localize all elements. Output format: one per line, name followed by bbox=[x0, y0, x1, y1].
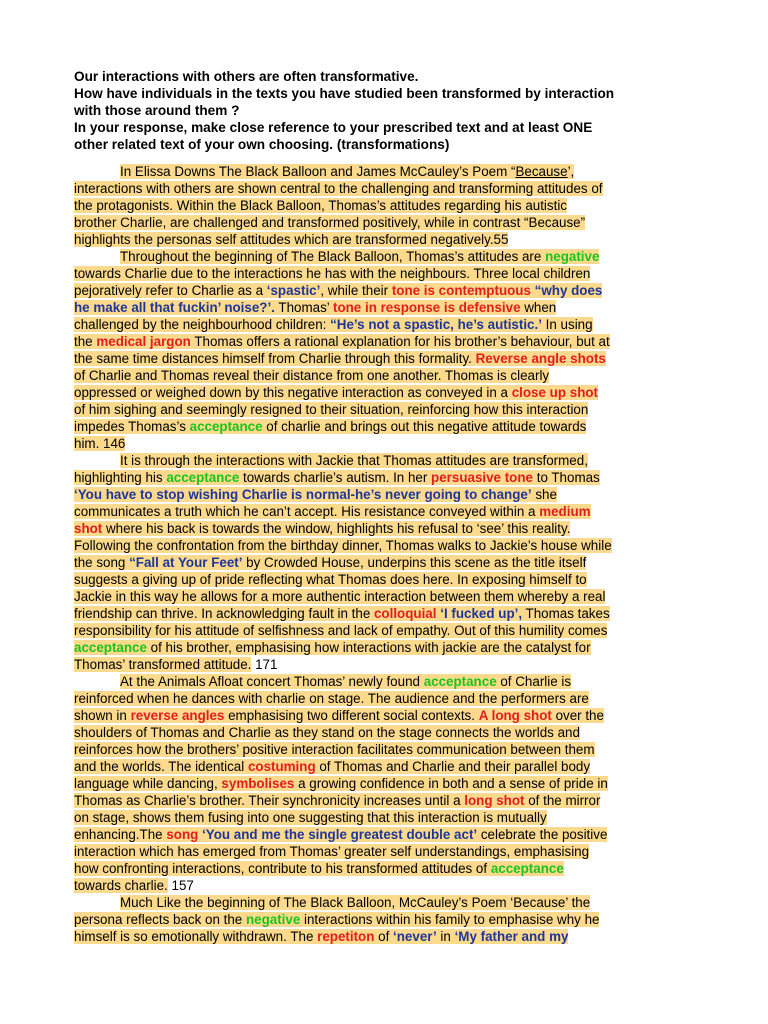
text-run: the song bbox=[74, 555, 130, 570]
text-line bbox=[74, 435, 696, 452]
text-run: emphasising two different social contexts. bbox=[224, 708, 479, 723]
question-line: How have individuals in the texts you have studied been transformed by interaction bbox=[74, 86, 615, 101]
text-run: towards charlie’s autism. In her bbox=[239, 470, 432, 485]
text-run: to Thomas bbox=[533, 470, 600, 485]
text-run: responsibility for his attitude of selfishness and lack of empathy. Out of this humility comes bbox=[74, 623, 608, 638]
text-line bbox=[74, 367, 696, 384]
technique-term: repetiton bbox=[317, 929, 375, 944]
text-run: on stage, shows them fusing into one suggesting that this interaction is mutually bbox=[74, 810, 547, 825]
text-run: the bbox=[74, 334, 97, 349]
text-run: interactions with others are shown central to the challenging and transforming attitudes of bbox=[74, 181, 603, 196]
question-line: Our interactions with others are often transformative. bbox=[74, 69, 419, 84]
key-concept: acceptance bbox=[74, 640, 147, 655]
text-run: , while their bbox=[320, 283, 392, 298]
key-concept: acceptance bbox=[490, 861, 564, 876]
text-line bbox=[74, 452, 696, 469]
text-run: highlighting his bbox=[74, 470, 167, 485]
text-run: by Crowded House, underpins this scene as the title itself bbox=[242, 555, 587, 570]
text-line bbox=[74, 503, 696, 520]
word-count: 171 bbox=[251, 657, 278, 672]
key-concept: acceptance bbox=[166, 470, 240, 485]
technique-term: medical jargon bbox=[96, 334, 191, 349]
question-line: other related text of your own choosing. (transformations) bbox=[74, 137, 450, 152]
technique-term: close up shot bbox=[511, 385, 599, 400]
text-run: celebrate the positive bbox=[477, 827, 608, 842]
text-line bbox=[74, 231, 696, 248]
text-line bbox=[74, 588, 696, 605]
technique-term: colloquial bbox=[373, 606, 437, 621]
technique-term: symbolises bbox=[221, 776, 295, 791]
text-run: friendship can thrive. In acknowledging fault in the bbox=[74, 606, 374, 621]
technique-term: long shot bbox=[464, 793, 525, 808]
text-run: himself is so emotionally withdrawn. The bbox=[74, 929, 318, 944]
text-run: she bbox=[531, 487, 557, 502]
text-line bbox=[74, 826, 696, 843]
text-run: Thomas takes bbox=[522, 606, 610, 621]
key-concept: acceptance bbox=[423, 674, 497, 689]
text-run: language while dancing, bbox=[74, 776, 222, 791]
text-line bbox=[74, 418, 696, 435]
text-run: Much Like the beginning of The Black Balloon, McCauley’s Poem ‘Because’ the bbox=[120, 895, 591, 910]
text-line bbox=[74, 248, 696, 265]
text-run: of Thomas and Charlie and their parallel body bbox=[315, 759, 591, 774]
essay-response bbox=[74, 163, 696, 945]
quote: ‘You have to stop wishing Charlie is normal-he’s never going to change’ bbox=[74, 487, 532, 502]
text-line bbox=[74, 724, 696, 741]
text-run: Thomas offers a rational explanation for his brother’s behaviour, but at bbox=[190, 334, 610, 349]
text-line bbox=[74, 554, 696, 571]
quote: ‘My father and my bbox=[454, 929, 569, 944]
text-run: It is through the interactions with Jackie that Thomas attitudes are transformed, bbox=[120, 453, 588, 468]
text-line bbox=[74, 860, 696, 877]
text-run: when bbox=[520, 300, 557, 315]
technique-term: persuasive tone bbox=[431, 470, 533, 485]
text-run: and the worlds. The identical bbox=[74, 759, 248, 774]
text-line bbox=[74, 792, 696, 809]
essay-question bbox=[74, 68, 696, 153]
text-run: Thomas as Charlie’s brother. Their synchronicity increases until a bbox=[74, 793, 465, 808]
text-line bbox=[74, 469, 696, 486]
text-run: brother Charlie, are challenged and transformed positively, while in contrast “Because” bbox=[74, 215, 586, 230]
text-line bbox=[74, 520, 696, 537]
text-run: enhancing.The bbox=[74, 827, 167, 842]
text-line bbox=[74, 316, 696, 333]
text-run: of Charlie and Thomas reveal their distance from one another. Thomas is clearly bbox=[74, 368, 550, 383]
text-run: suggests a giving up of pride reflecting what Thomas does here. In exposing himself to bbox=[74, 572, 587, 587]
text-run: Following the confrontation from the birthday dinner, Thomas walks to Jackie’s house while bbox=[74, 538, 612, 553]
text-run: interactions within his family to emphasise why he bbox=[300, 912, 600, 927]
quote: ‘You and me the single greatest double act’ bbox=[202, 827, 478, 842]
text-run: of his brother, emphasising how interactions with jackie are the catalyst for bbox=[146, 640, 591, 655]
text-run: towards Charlie due to the interactions he has with the neighbours. Three local children bbox=[74, 266, 591, 281]
quote: “why does bbox=[534, 283, 603, 298]
technique-term: tone in response is defensive bbox=[332, 300, 521, 315]
text-run: of Charlie is bbox=[496, 674, 572, 689]
text-run: interaction which has emerged from Thomas’ greater self understandings, emphasising bbox=[74, 844, 590, 859]
text-run: towards charlie. bbox=[74, 878, 168, 893]
text-line bbox=[74, 197, 696, 214]
text-run: oppressed or weighed down by this negative interaction as conveyed in a bbox=[74, 385, 512, 400]
text-line bbox=[74, 928, 696, 945]
text-line bbox=[74, 214, 696, 231]
text-run: reinforces how the brothers’ positive interaction facilitates communication between them bbox=[74, 742, 595, 757]
text-run: pejoratively refer to Charlie as a bbox=[74, 283, 267, 298]
text-run: In using bbox=[541, 317, 593, 332]
text-line bbox=[74, 384, 696, 401]
text-run: Jackie in this way he allows for a more authentic interaction between them whereby a real bbox=[74, 589, 606, 604]
text-line bbox=[74, 350, 696, 367]
text-run: where his back is towards the window, highlights his refusal to ‘see’ this reality. bbox=[102, 521, 571, 536]
technique-term: song bbox=[166, 827, 199, 842]
technique-term: tone is contemptuous bbox=[391, 283, 531, 298]
text-run: Thomas’ bbox=[274, 300, 333, 315]
text-run: of him sighing and seemingly resigned to their situation, reinforcing how this interaction bbox=[74, 402, 589, 417]
underlined-title: Because bbox=[515, 164, 568, 179]
text-line bbox=[74, 282, 696, 299]
text-run: shown in bbox=[74, 708, 131, 723]
text-run: reinforced when he dances with charlie on stage. The audience and the performers are bbox=[74, 691, 589, 706]
technique-term: reverse angles bbox=[130, 708, 225, 723]
text-line bbox=[74, 265, 696, 282]
text-run: communicates a truth which he can’t accept. His resistance conveyed within a bbox=[74, 504, 540, 519]
word-count: 157 bbox=[167, 878, 194, 893]
quote: ‘spastic’ bbox=[266, 283, 321, 298]
quote: “Fall at Your Feet’ bbox=[129, 555, 243, 570]
technique-term: costuming bbox=[247, 759, 316, 774]
key-concept: negative bbox=[545, 249, 600, 264]
quote: “He’s not a spastic, he’s autistic.’ bbox=[330, 317, 542, 332]
text-run: over the bbox=[551, 708, 604, 723]
technique-term: A long shot bbox=[478, 708, 552, 723]
text-run: Throughout the beginning of The Black Balloon, Thomas’s attitudes are bbox=[120, 249, 546, 264]
text-run: At the Animals Afloat concert Thomas’ newly found bbox=[120, 674, 424, 689]
technique-term: medium bbox=[539, 504, 591, 519]
text-run: him. 146 bbox=[74, 436, 126, 451]
document-body bbox=[74, 68, 696, 945]
text-run: a growing confidence in both and a sense of pride in bbox=[294, 776, 608, 791]
text-line bbox=[74, 571, 696, 588]
technique-term: Reverse angle shots bbox=[475, 351, 606, 366]
text-line bbox=[74, 622, 696, 639]
text-line bbox=[74, 775, 696, 792]
text-line bbox=[74, 758, 696, 775]
text-line bbox=[74, 537, 696, 554]
text-line bbox=[74, 605, 696, 622]
text-run: shoulders of Thomas and Charlie as they stand on the stage connects the worlds and bbox=[74, 725, 580, 740]
text-line bbox=[74, 401, 696, 418]
text-run: persona reflects back on the bbox=[74, 912, 246, 927]
key-concept: negative bbox=[245, 912, 301, 927]
text-line bbox=[74, 809, 696, 826]
text-line bbox=[74, 180, 696, 197]
quote: ‘I fucked up’, bbox=[440, 606, 523, 621]
quote: ‘never’ bbox=[393, 929, 437, 944]
text-run: of the mirror bbox=[524, 793, 601, 808]
technique-term: shot bbox=[74, 521, 103, 536]
text-line bbox=[74, 843, 696, 860]
text-line bbox=[74, 333, 696, 350]
text-line bbox=[74, 877, 696, 894]
text-line bbox=[74, 656, 696, 673]
text-run: challenged by the neighbourhood children: bbox=[74, 317, 331, 332]
text-run: of bbox=[374, 929, 394, 944]
text-line bbox=[74, 486, 696, 503]
text-run: the protagonists. Within the Black Balloon, Thomas’s attitudes regarding his autistic bbox=[74, 198, 567, 213]
text-run: of charlie and brings out this negative attitude towards bbox=[262, 419, 587, 434]
key-concept: acceptance bbox=[189, 419, 263, 434]
text-run: how confronting interactions, contribute to his transformed attitudes of bbox=[74, 861, 491, 876]
spacer bbox=[74, 153, 696, 163]
text-line bbox=[74, 911, 696, 928]
question-line: In your response, make close reference to your prescribed text and at least ONE bbox=[74, 120, 593, 135]
text-line bbox=[74, 741, 696, 758]
text-run: highlights the personas self attitudes which are transformed negatively.55 bbox=[74, 232, 509, 247]
text-line bbox=[74, 163, 696, 180]
text-line bbox=[74, 639, 696, 656]
text-run: impedes Thomas’s bbox=[74, 419, 190, 434]
text-run: In Elissa Downs The Black Balloon and James McCauley’s Poem “ bbox=[120, 164, 516, 179]
text-run: the same time distances himself from Charlie through this formality. bbox=[74, 351, 476, 366]
text-line bbox=[74, 299, 696, 316]
text-run: ’, bbox=[567, 164, 575, 179]
text-run: Thomas’ transformed attitude. bbox=[74, 657, 252, 672]
text-run: in bbox=[436, 929, 455, 944]
question-line: with those around them ? bbox=[74, 103, 240, 118]
text-line bbox=[74, 894, 696, 911]
quote: he make all that fuckin’ noise?’. bbox=[74, 300, 275, 315]
text-line bbox=[74, 707, 696, 724]
text-line bbox=[74, 673, 696, 690]
text-line bbox=[74, 690, 696, 707]
